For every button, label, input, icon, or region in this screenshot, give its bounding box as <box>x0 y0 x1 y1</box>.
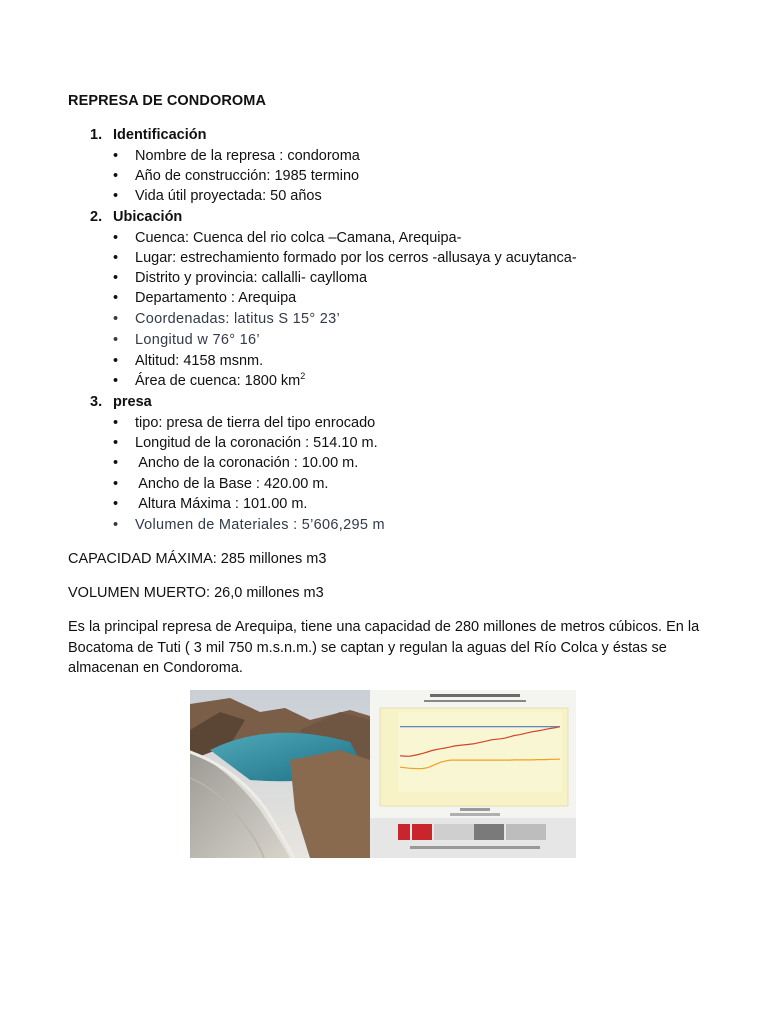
section-ubicacion <box>90 209 182 225</box>
list-item: • Departamento : Arequipa <box>113 290 297 306</box>
section-identificacion <box>90 127 206 143</box>
water-volume-chart <box>370 690 576 818</box>
list-item: • Altitud: 4158 msnm. <box>113 353 264 369</box>
list-item: • Nombre de la represa : condoroma <box>113 148 360 164</box>
list-item: • Coordenadas: latitus S 15° 23’ <box>113 311 341 327</box>
list-item: • Distrito y provincia: callalli- caylloma <box>113 270 368 286</box>
list-item: • Área de cuenca: 1800 $km^2$ <box>113 371 306 389</box>
section-number: 1. <box>90 127 103 143</box>
dead-volume-text: VOLUMEN MUERTO: 26,0 millones m3 <box>68 585 324 601</box>
section-presa <box>90 394 152 410</box>
list-item: • Longitud de la coronación : 514.10 m. <box>113 435 378 451</box>
list-item: • Lugar: estrechamiento formado por los cerros -allusaya y acuytanca- <box>113 250 577 266</box>
section-number: 2. <box>90 209 103 225</box>
list-item: • Volumen de Materiales : 5’606,295 m <box>113 517 385 533</box>
section-heading: Ubicación <box>113 209 183 225</box>
description-paragraph: Es la principal represa de Arequipa, tiene una capacidad de 280 millones de metros cúbicos. En la Bocatoma de Tuti ( 3 mil 750 m.s.n.m.) se captan y regulan la aguas del Río Colca y éstas se almacenan en Condoroma. <box>68 619 700 676</box>
list-item: • Longitud w 76° 16’ <box>113 332 260 348</box>
superscript: 2 <box>300 371 306 381</box>
logo-strip <box>370 818 576 858</box>
document-title: REPRESA DE CONDOROMA <box>68 93 267 109</box>
list-item: • tipo: presa de tierra del tipo enrocado <box>113 415 376 431</box>
list-item: • Ancho de la Base : 420.00 m. <box>113 476 329 492</box>
list-item: • Cuenca: Cuenca del rio colca –Camana, Arequipa- <box>113 230 462 246</box>
dam-photo <box>190 690 370 858</box>
list-item: • Año de construcción: 1985 termino <box>113 168 360 184</box>
chart-panel <box>370 690 576 858</box>
capacity-text: CAPACIDAD MÁXIMA: 285 millones m3 <box>68 551 327 567</box>
section-heading: presa <box>113 394 152 410</box>
dam-figure <box>190 690 576 858</box>
list-item: • Ancho de la coronación : 10.00 m. <box>113 455 359 471</box>
section-heading: Identificación <box>113 127 207 143</box>
list-item: • Altura Máxima : 101.00 m. <box>113 496 308 512</box>
section-number: 3. <box>90 394 103 410</box>
list-item: • Vida útil proyectada: 50 años <box>113 188 322 204</box>
